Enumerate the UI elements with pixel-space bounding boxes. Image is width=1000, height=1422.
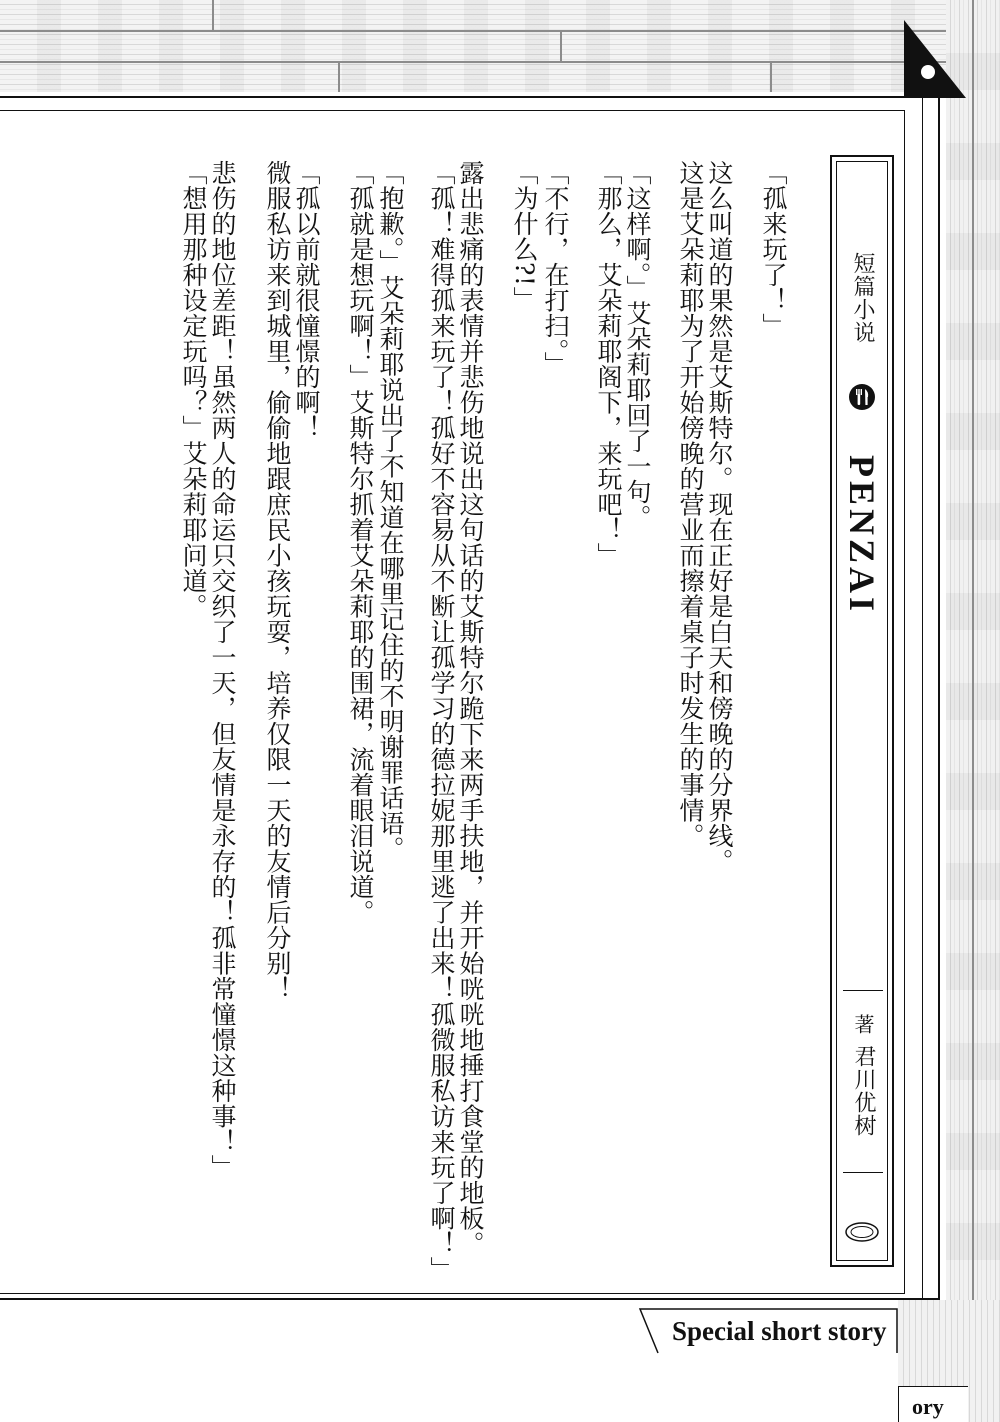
author-label: 著 (851, 1014, 875, 1034)
body-line: 「那么，艾朵莉耶阁下，来玩吧！」 (594, 160, 623, 568)
wood-seam (0, 61, 1000, 63)
body-line: 「抱歉。」艾朵莉耶说出了不知道在哪里记住的不明谢罪话语。 (376, 160, 405, 862)
wood-plank-top (0, 0, 1000, 92)
corner-pin-icon (895, 10, 975, 102)
body-line: 「孤就是想玩啊！」艾斯特尔抓着艾朵莉耶的围裙，流着眼泪说道。 (346, 160, 375, 925)
body-line: 这么叫道的果然是艾斯特尔。现在正好是白天和傍晚的分界线。 (705, 160, 734, 874)
body-line: 「不行，在打扫。」 (541, 160, 570, 377)
page-frame-line (922, 97, 923, 1299)
category-label: 短篇小说 (850, 252, 875, 344)
fork-knife-icon (848, 383, 876, 411)
wood-seam (0, 30, 1000, 32)
wood-seam (770, 63, 772, 92)
footer-tab-fragment-label: ory (912, 1394, 944, 1419)
plate-icon (844, 1220, 880, 1244)
wood-seam (338, 63, 340, 92)
body-line: 露出悲痛的表情并悲伤地说出这句话的艾斯特尔跪下来两手扶地，并开始咣咣地捶打食堂的地板。 (456, 160, 485, 1257)
wood-seam (560, 32, 562, 61)
body-line: 「想用那种设定玩吗？」艾朵莉耶问道。 (179, 160, 208, 619)
body-line: 这是艾朵莉耶为了开始傍晚的营业而擦着桌子时发生的事情。 (676, 160, 705, 849)
body-line: 「孤来玩了！」 (759, 160, 788, 339)
body-line: 悲伤的地位差距！虽然两人的命运只交织了一天，但友情是永存的！孤非常憧憬这种事！」 (208, 160, 237, 1180)
story-title: PENZAI (842, 455, 882, 616)
body-line: 「这样啊。」艾朵莉耶回了一句。 (623, 160, 652, 530)
footer-tab-label: Special short story (672, 1316, 887, 1346)
wood-seam (212, 0, 214, 30)
panel-divider (843, 990, 883, 991)
wood-seam (972, 0, 974, 1422)
body-line: 微服私访来到城里，偷偷地跟庶民小孩玩耍，培养仅限一天的友情后分别！ (263, 160, 292, 1002)
body-line: 「孤以前就很憧憬的啊！ (292, 160, 321, 441)
panel-divider (843, 1172, 883, 1173)
body-line: 「孤！难得孤来玩了！孤好不容易从不断让孤学习的德拉妮那里逃了出来！孤微服私访来玩了啊！」 (427, 160, 456, 1282)
body-line: 「为什么?!」 (510, 160, 539, 312)
author-name: 君川优树 (851, 1045, 876, 1137)
